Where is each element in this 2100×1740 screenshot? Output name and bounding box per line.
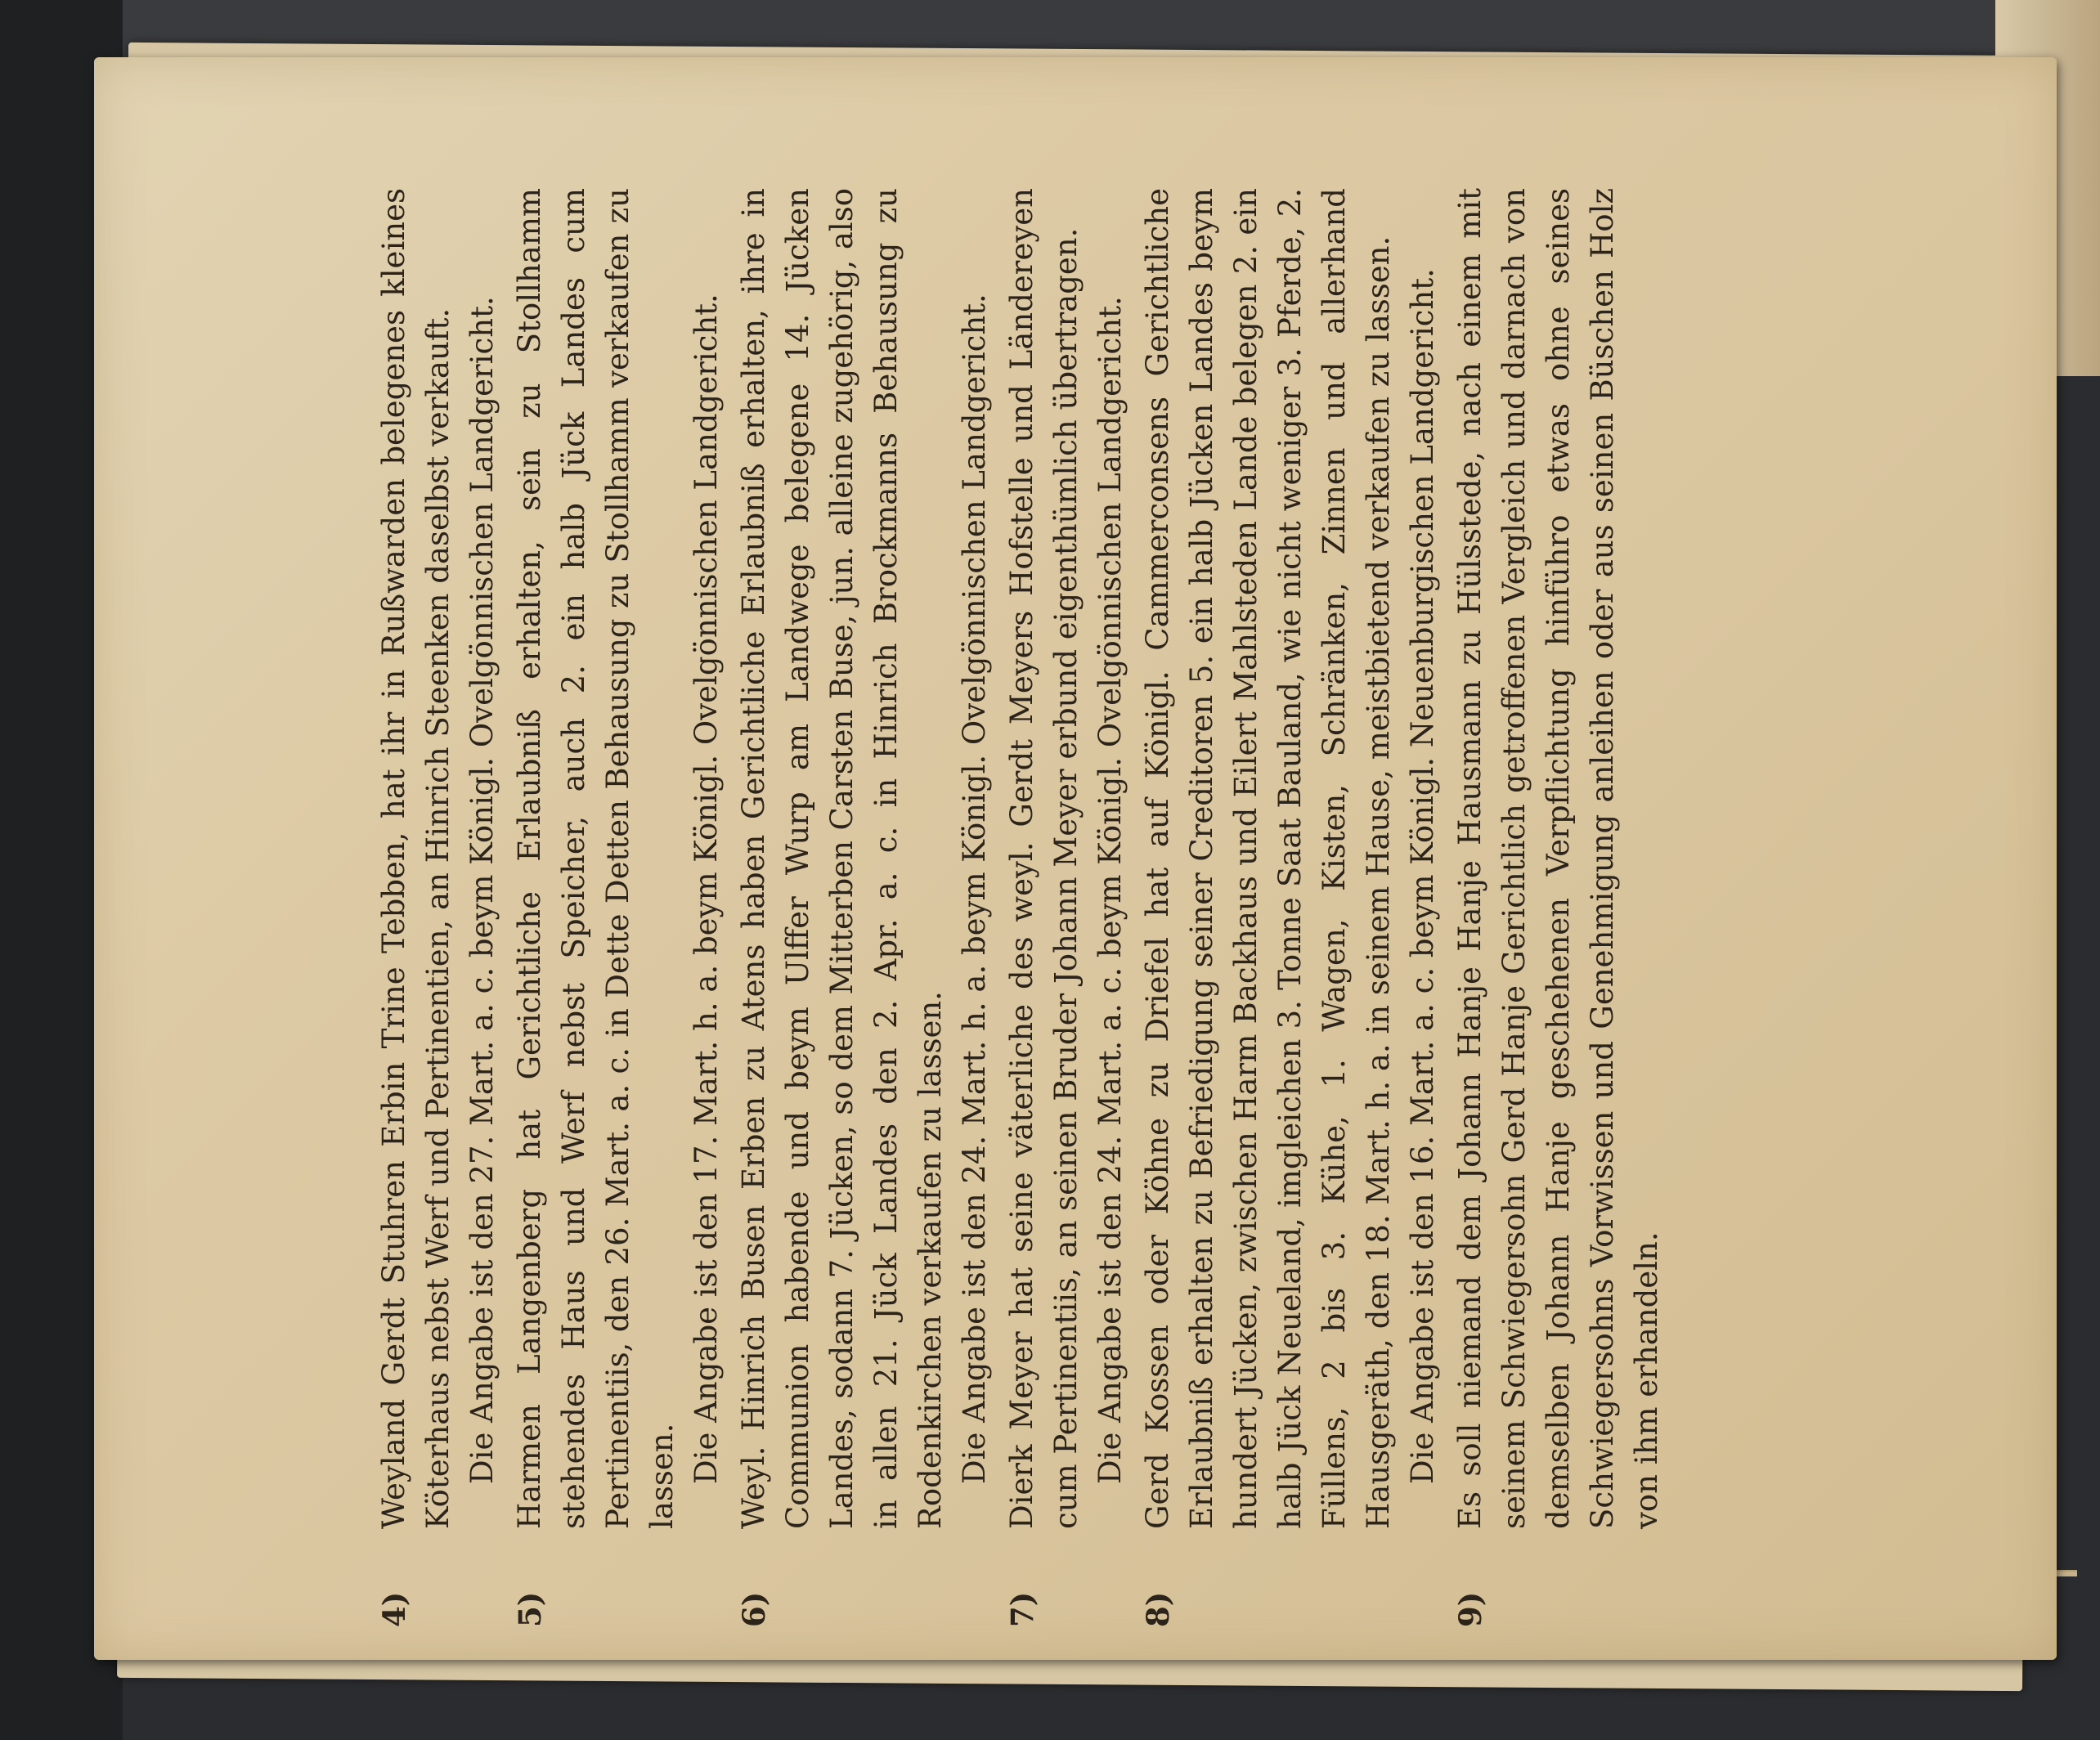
entry-number: 7) [1004, 1591, 1040, 1627]
entry-4 [372, 188, 505, 1627]
entry-7 [1000, 188, 1133, 1627]
entry-text: Gerd Kossen oder Köhne zu Driefel hat auf Königl. Cammerconsens Gerichtliche Erlaubniß erhalten zu Befriedigung seiner Creditoren 5. ein halb Jücken Landes beym hundert Jücken, zwischen Harm Backhaus und Eilert Mahlsteden Lande belegen 2. ein halb Jück Neueland, imgleichen 3. Tonne Saat Bauland, wie nicht weniger 3. Pferde, 2. Füllens, 2 bis 3. Kühe, 1. Wagen, Kisten, Schränken, Zinnen und allerhand Hausgeräth, den 18. Mart. h. a. in seinem Hause, meistbietend verkaufen zu lassen. [1140, 188, 1396, 1529]
entry-number: 5) [512, 1591, 548, 1627]
entry-number: 4) [376, 1591, 412, 1627]
entry-8 [1136, 188, 1445, 1627]
entry-text: Harmen Langenberg hat Gerichtliche Erlaubniß erhalten, sein zu Stollhamm stehendes Haus und Werf nebst Speicher, auch 2. ein halb Jück Landes cum Pertinentiis, den 26. Mart. a. c. in Dette Detten Behausung zu Stollhamm verkaufen zu lassen. [512, 188, 680, 1529]
entry-note: Die Angabe ist den 24. Mart. a. c. beym Königl. Ovelgönnischen Landgericht. [1093, 296, 1128, 1484]
entry-text: Dierk Meyer hat seine väterliche des weyl. Gerdt Meyers Hofstelle und Ländereyen cum Pertinentiis, an seinen Bruder Johann Meyer erbund eigenthümlich übertragen. [1004, 188, 1084, 1529]
entry-text: Weyl. Hinrich Busen Erben zu Atens haben Gerichtliche Erlaubniß erhalten, ihre in Communion habende und beym Ulffer Wurp am Landwege belegene 14. Jücken Landes, sodann 7. Jücken, so dem Mitterben Carsten Buse, jun. alleine zugehörig, also in allen 21. Jück Landes den 2. Apr. a. c. in Hinrich Brockmanns Behausung zu Rodenkirchen verkaufen zu lassen. [736, 188, 948, 1529]
rotated-text-block [372, 188, 2100, 1627]
entry-9 [1448, 188, 1669, 1627]
entry-text: Es soll niemand dem Johann Hanje Hanje Hausmann zu Hülsstede, nach einem mit seinem Schwiegersohn Gerd Hanje Gerichtlich getroffenen Vergleich und darnach von demselben Johann Hanje geschehenen Verpflichtung hinführo etwas ohne seines Schwiegersohns Vorwissen und Genehmigung anleihen oder aus seinen Büschen Holz von ihm erhandeln. [1452, 188, 1664, 1529]
entry-number: 9) [1452, 1591, 1488, 1627]
entry-number: 6) [736, 1591, 772, 1627]
entry-6 [732, 188, 997, 1627]
entry-text: Weyland Gerdt Stuhren Erbin Trine Tebben, hat ihr in Rußwarden belegenes kleines Köterhaus nebst Werf und Pertinentien, an Hinrich Steenken daselbst verkauft. [376, 188, 455, 1529]
document-page [94, 57, 2057, 1660]
entry-5 [508, 188, 729, 1627]
entry-note: Die Angabe ist den 27. Mart. a. c. beym Königl. Ovelgönnischen Landgericht. [464, 296, 500, 1484]
entry-number: 8) [1140, 1591, 1176, 1627]
entry-note: Die Angabe ist den 17. Mart. h. a. beym Königl. Ovelgönnischen Landgericht. [689, 294, 724, 1484]
entry-note: Die Angabe ist den 24. Mart. h. a. beym Königl. Ovelgönnischen Landgericht. [957, 294, 992, 1484]
entry-note: Die Angabe ist den 16. Mart. a. c. beym Königl. Neuenburgischen Landgericht. [1405, 268, 1440, 1484]
